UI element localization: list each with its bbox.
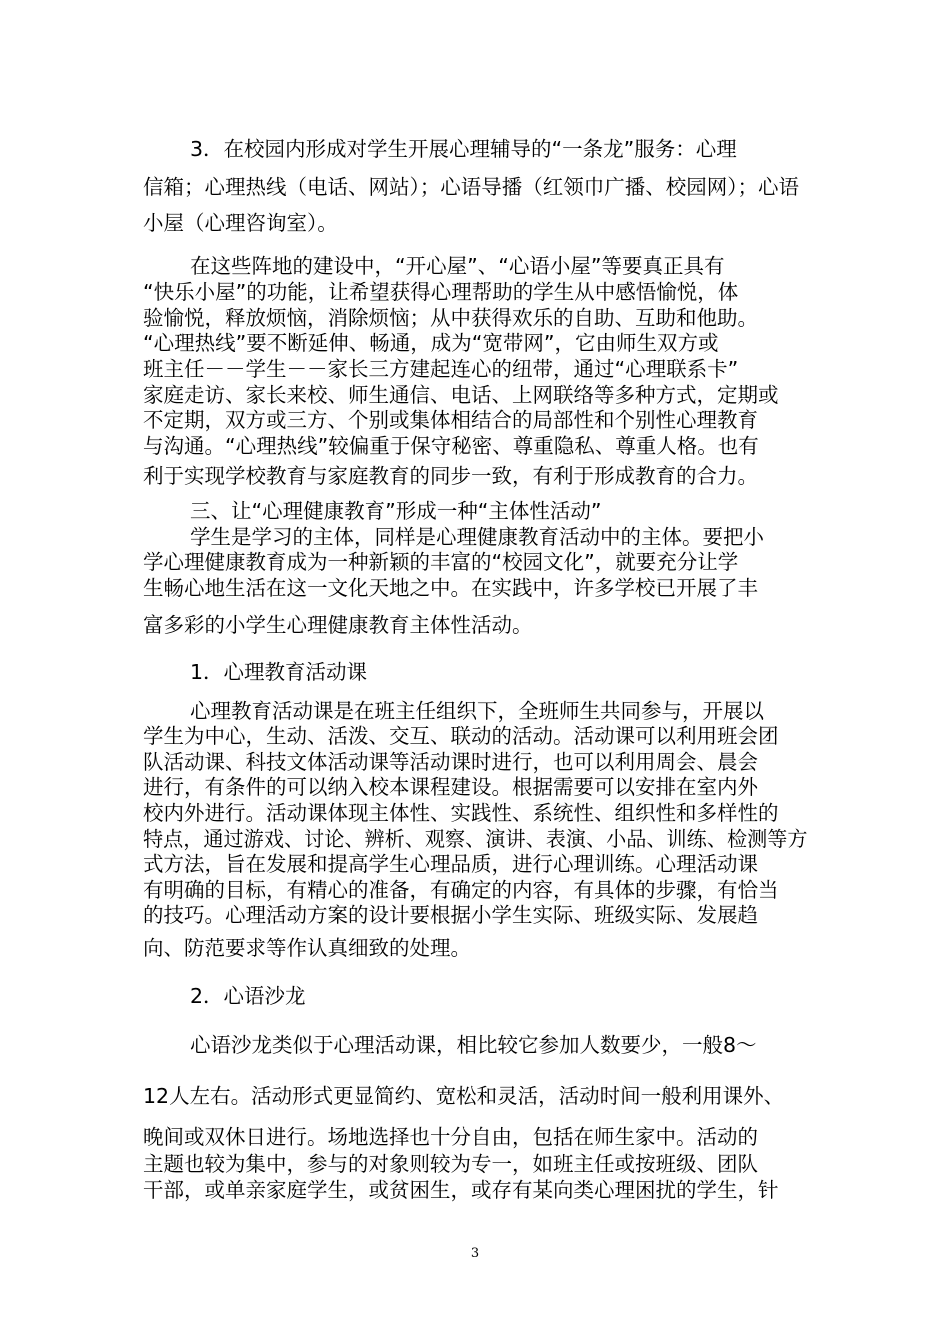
text-line: 富多彩的小学生心理健康教育主体性活动。 [143,613,533,637]
subsection-heading: 2．心语沙龙 [190,984,306,1008]
text-line: 主题也较为集中，参与的对象则较为专一，如班主任或按班级、团队 [143,1152,758,1176]
text-line: 校内外进行。活动课体现主体性、实践性、系统性、组织性和多样性的 [143,801,779,825]
text-line: 利于实现学校教育与家庭教育的同步一致，有利于形成教育的合力。 [143,464,758,488]
text-line: 验愉悦，释放烦恼，消除烦恼；从中获得欢乐的自助、互助和他助。 [143,306,758,330]
text-line: 小屋（心理咨询室）。 [143,211,338,235]
text-line: 有明确的目标，有精心的准备，有确定的内容，有具体的步骤，有恰当 [143,878,779,902]
page-number: 3 [470,1246,480,1261]
text-line: 学生是学习的主体，同样是心理健康教育活动中的主体。要把小 [190,525,764,549]
text-line: 生畅心地生活在这一文化天地之中。在实践中，许多学校已开展了丰 [143,576,758,600]
text-line: “快乐小屋”的功能，让希望获得心理帮助的学生从中感悟愉悦，体 [143,280,739,304]
text-line: 的技巧。心理活动方案的设计要根据小学生实际、班级实际、发展趋 [143,903,758,927]
text-line: 特点，通过游戏、讨论、辨析、观察、演讲、表演、小品、训练、检测等方 [143,827,808,851]
text-line: 不定期，双方或三方、个别或集体相结合的局部性和个别性心理教育 [143,408,758,432]
subsection-heading: 1．心理教育活动课 [190,660,368,684]
text-line: 干部，或单亲家庭学生，或贫困生，或存有某向类心理困扰的学生，针 [143,1178,779,1202]
text-line: 学心理健康教育成为一种新颖的丰富的“校园文化”，就要充分让学 [143,550,739,574]
text-line: 家庭走访、家长来校、师生通信、电话、上网联络等多种方式，定期或 [143,383,779,407]
text-line: 式方法，旨在发展和提高学生心理品质，进行心理训练。心理活动课 [143,852,758,876]
text-line: 队活动课、科技文体活动课等活动课时进行，也可以利用周会、晨会 [143,750,758,774]
text-line: 12人左右。活动形式更显简约、宽松和灵活，活动时间一般利用课外、 [143,1084,785,1108]
text-line: 学生为中心，生动、活泼、交互、联动的活动。活动课可以利用班会团 [143,724,779,748]
text-line: 向、防范要求等作认真细致的处理。 [143,936,471,960]
text-line: 心语沙龙类似于心理活动课，相比较它参加人数要少，一般8～ [190,1033,757,1057]
text-line: “心理热线”要不断延伸、畅通，成为“宽带网”，它由师生双方或 [143,331,719,355]
text-line: 进行，有条件的可以纳入校本课程建设。根据需要可以安排在室内外 [143,775,758,799]
text-line: 晚间或双休日进行。场地选择也十分自由，包括在师生家中。活动的 [143,1125,758,1149]
text-line: 在这些阵地的建设中，“开心屋”、“心语小屋”等要真正具有 [190,254,725,278]
text-line: 信箱；心理热线（电话、网站）；心语导播（红领巾广播、校园网）；心语 [143,175,799,199]
text-line: 与沟通。“心理热线”较偏重于保守秘密、尊重隐私、尊重人格。也有 [143,434,759,458]
text-line: 3．在校园内形成对学生开展心理辅导的“一条龙”服务：心理 [190,137,737,161]
section-heading: 三、让“心理健康教育”形成一种“主体性活动” [190,499,602,523]
text-line: 心理教育活动课是在班主任组织下，全班师生共同参与，开展以 [190,699,764,723]
text-line: 班主任－－学生－－家长三方建起连心的纽带，通过“心理联系卡” [143,357,739,381]
